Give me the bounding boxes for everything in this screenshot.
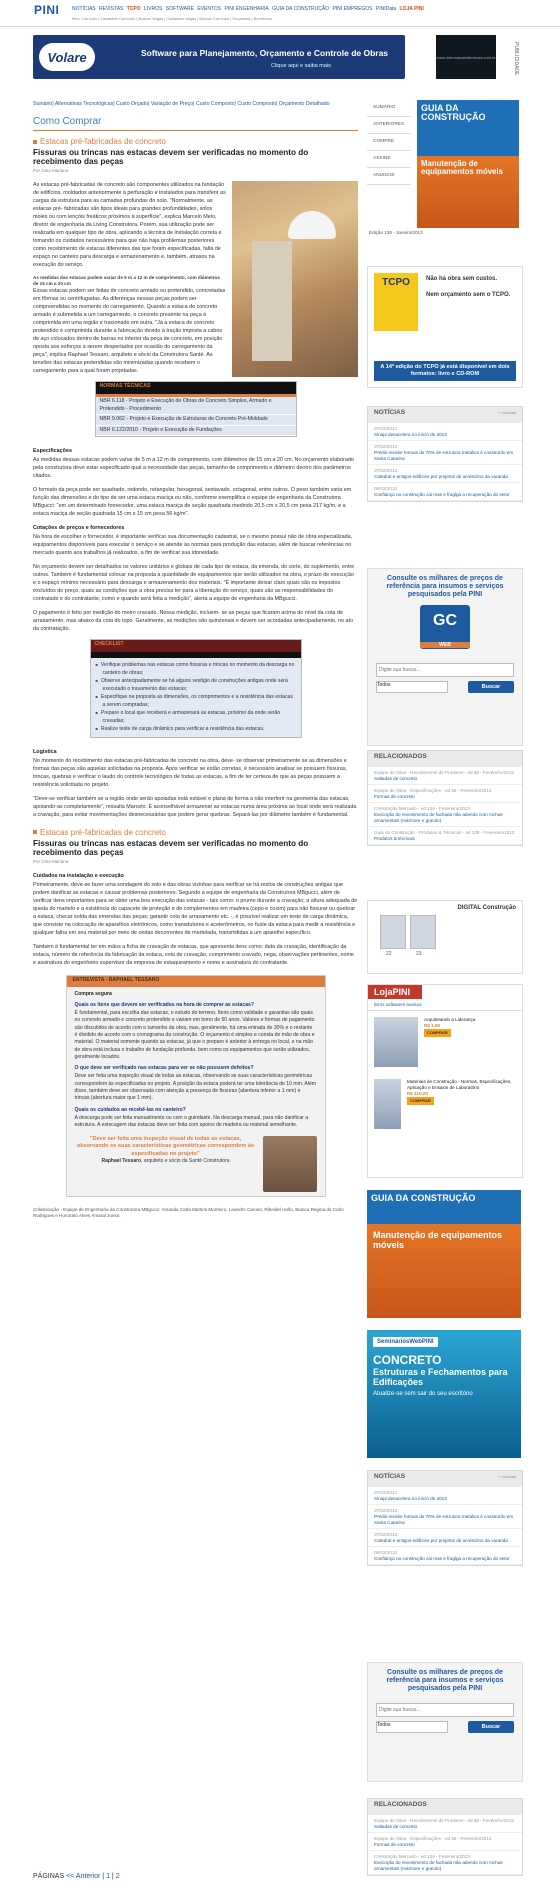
digital-thumb[interactable] xyxy=(410,915,436,949)
checklist-item: ■ Observe antecipadamente se há alguns vestígio de construções antigas onde será executado o travamento das estacas; xyxy=(103,677,297,693)
pull-quote-author: Raphael Tessaro xyxy=(101,1158,142,1165)
mag-nav-compre[interactable]: COMPRE xyxy=(367,134,411,151)
magazine-nav xyxy=(367,100,411,185)
nav-software[interactable]: SOFTWARE xyxy=(165,6,194,12)
subheading: Cotações de preços e fornecedores xyxy=(33,525,125,531)
checklist-item: ■ Especifique na proposta as dimensões, os comprimentos e a resistência das estacas a serem compradas; xyxy=(103,693,297,709)
bullet-icon xyxy=(33,140,37,144)
checklist-item: ■ Prepare o local que receberá e armazenará as estacas, próximo da onde serão cravadas; xyxy=(103,709,297,725)
pull-quote-text: "Deve ser feita uma inspeção visual de todas as estacas, observando se suas características geométricas correspondem às especificadas no projeto" xyxy=(76,1135,255,1157)
paragraph: As medidas dessas estacas podem variar de 5 m a 12 m de comprimento, com diâmetros de 15 cm a 20 cm. No orçamento elaborado pela construtora deve estar especificado qual a necessidade das peças, tamanho de comprimento e diâmetro dentro dos parâmetros citados. xyxy=(33,457,354,479)
subheading: Especificações xyxy=(33,448,72,454)
product-item: Materiais de Construção - Normas, Especificações, Aplicação e Ensaios de Laboratório R$ 110,00 COMPRAR xyxy=(368,1073,522,1135)
pile-image xyxy=(252,241,292,361)
related-item[interactable]: Guia da Construção - Produtos & Técnicas - ed 139 - Fevereiro/2013 Produtos & técnicas xyxy=(368,827,522,845)
gc-web-search-widget xyxy=(367,568,523,746)
seminarios-web-ad[interactable]: SemináriosWebPINI CONCRETO Estruturas e Fechamentos para Edificações Atualize-se sem sair do seu escritório xyxy=(367,1330,521,1458)
news-item[interactable]: 07/02/2013 Catedral e antigos edifícios por projetos de acréscimo da varanda xyxy=(368,1529,522,1547)
related-title: RELACIONADOS xyxy=(368,751,522,767)
interview-title: ENTREVISTA - RAPHAEL TESSARO xyxy=(67,976,325,987)
gc-category-select[interactable]: Todos xyxy=(376,1721,448,1733)
news-item[interactable]: 07/02/2013 Sinapi desacelera no início de 2013 xyxy=(368,423,522,441)
paragraph: "Deve-se verificar também se a região onde serão apoiadas está estável e plana de forma a não interferir na geometria das estacas, apoiando-as completamente", ressalta Marcelo. É aconselhável armazenar as estacas numa área próxima ao local onde será realizada a cravação, para evitar movimentações desnecessárias que podem gerar quebras. Separá-las por diâmetro também é fundamental. xyxy=(33,795,357,818)
nav-pini-empregos[interactable]: PINI EMPREGOS xyxy=(332,6,373,12)
related-item[interactable]: Equipe de Obra - Recebimento de Produtos - ed 59 - Fevereiro/2013 Saltadas de concreto xyxy=(368,767,522,785)
norm-item: NBR 6.122/2010 - Projeto e Execução de Fundações xyxy=(96,426,296,437)
paragraph: Essas estacas podem ser feitas de concreto armado ou protendido, concretadas em fôrmas ou centrifugadas. As diferenças nessas peças podem ser compreendidas no momento do carregamento. Quando a estaca de concreto armado é submetida a um carregamento, o concreto presente na peça é comprimida em uma região e tracionado em outra. "Já a estaca de concreto protendido é comprimida durante a fabricação devido à tração imposta a cabos de aço colocados dentro de barras no interior da peça de concreto, em posição oposta aos esforços a serem despertados por ocasião do carregamento da peça", explica Raphael Tessaro, arquiteto e sócio da Construtora Santé. As tensões das estacas protendidas são minimizadas quando recebem o carregamento para a qual foram projetadas. xyxy=(33,288,226,374)
news-item[interactable]: 07/02/2013 Prédio recebe formas de 70% de estrutura metálica é construído em Santa Catarina xyxy=(368,441,522,465)
top-navigation xyxy=(0,0,560,27)
loja-tabs[interactable]: livros softwares avulsos xyxy=(368,999,522,1011)
interview-answer: A descarga pode ser feita manualmente ou com o guindaste. Na descarga manual, para não danificar a estrutura. A estocagem das estacas deve ser feita com apoios de madeira ou material semelhante. xyxy=(74,1114,309,1129)
breadcrumb[interactable]: Sumário| Alternativas Tecnológicas| Custo Orçado| Variação de Preço| Custo Composto| Custo Composto| Orçamento Detalhado xyxy=(33,101,330,107)
mag-nav-anuncie[interactable]: ANUNCIE xyxy=(367,168,411,185)
interview-box xyxy=(66,975,326,1197)
paragraph: Também é fundamental ter em mãos a ficha de cravação de estacas, que apresenta itens como: data da cravação, identificação da estaca, número de referência da fabricação da estaca, cota de cravação, comprimento cravado, nega, observações pertinentes, nome e assinatura do engenheiro supervisor da empresa de estaqueamento e nome e assinatura do contratante. xyxy=(33,943,354,966)
interview-question: Quais os cuidados ao recebê-las no canteiro? xyxy=(74,1106,186,1113)
gc-search-input[interactable] xyxy=(376,1703,514,1717)
mag-nav-anteriores[interactable]: ANTERIORES xyxy=(367,117,411,134)
news-item[interactable]: 07/02/2013 Sinapi desacelera no início de 2013 xyxy=(368,1487,522,1505)
gc-category-select[interactable]: Todos xyxy=(376,681,448,693)
gc-title: Consulte os milhares de preços de referência para insumos e serviços pesquisados pela PINI xyxy=(386,575,504,598)
volare-logo: Volare xyxy=(39,43,95,71)
interview-answer: É fundamental, para escolha das estacas, o estudo do terreno. Itens como validade e garantias são quais no concreto armado e concreto protendido e variam em torno de 50 anos. Valores e formas de pagamento são discutidos de acordo com o tamanho da obra, mas, geralmente, há uma entrada de 30% e o restante é dividido de acordo com o cronograma da construção. O orçamento é simples e consta de mão de obra e material. O material somente quando as estacas, já que o preparo é anterior à entrega no local, e na mão de obra está inclusa o trabalho de fundação profunda, bem como os equipamentos que serão utilizados, geralmente locados. xyxy=(74,1010,315,1060)
nav-loja-pini[interactable]: LOJA PINI xyxy=(399,6,424,12)
checklist-item: ■ Verifique problemas nas estacas como fissuras e trincas no momento da descarga no canteiro de obras; xyxy=(103,661,297,677)
article-category: Estacas pré-fabricadas de concreto xyxy=(33,138,358,146)
article-byline: Por Gina Mariana xyxy=(33,168,69,173)
related-item[interactable]: Equipe de Obra - Recebimento de Produtos - ed 59 - Fevereiro/2013 Saltadas de concreto xyxy=(368,1815,522,1833)
checklist-box xyxy=(90,639,302,738)
gc-search-input[interactable] xyxy=(376,663,514,677)
section-title: Como Comprar xyxy=(33,116,102,127)
interview-question: Quais os itens que devem ser verificados na hora de comprar as estacas? xyxy=(74,1001,254,1008)
article-photo xyxy=(232,181,358,377)
magazine-cover[interactable]: GUIA DA CONSTRUÇÃO Manutenção de equipamentos móveis xyxy=(417,100,519,228)
page-1-link[interactable]: 1 xyxy=(106,1873,110,1880)
interview-answer: Deve ser feita uma inspeção visual de todas as estacas, observando se suas características geométricas correspondem às especificadas no projeto. A posição da estaca poderá ter uma tolerância de 10 mm. Além disso, também deve ser observada com atenção a presença de fissuras (abertura inferior a 1 mm) e trincas (abertura maior que 1 mm). xyxy=(74,1073,317,1102)
magazine-edition: Edição 138 - Janeiro/2013 xyxy=(369,230,423,235)
article-body xyxy=(33,138,358,1219)
nav-livros[interactable]: LIVROS xyxy=(144,6,163,12)
sub-nav[interactable]: Meu Currículo | Cadastrar Currículo | Buscar Vagas | Cadastrar Vagas | Buscar Currículo | Empresas | Benefícios xyxy=(72,16,273,21)
pagination: PÁGINAS << Anterior | 1 | 2 xyxy=(33,1873,120,1880)
gc-web-logo: WEB GC xyxy=(420,605,470,649)
paragraph: O formato da peça pode ser quadrado, redondo, retangular, hexagonal, sextavado, octagonal, entre outros. O peso também varia em função das dimensões e do tipo de ser uma estaca maciça ou não, conforme exemplifica o equipe de engenharia da Construtora MBgucci: "em um determinado fornecedor, uma estaca maciça de seção quadrada medindo 20,5 cm x 20,5 cm pesa 217 kg/m, e a estaca maciça de seção quadrada 15 cm x 15 cm pesa 56 kg/m". xyxy=(33,487,352,517)
photo-caption: As medidas das estacas podem variar de 5 m a 12 m de comprimento, com diâmetros de 15 cm a 20 cm xyxy=(33,275,220,286)
loja-pini-logo[interactable]: LojaPINI xyxy=(368,985,422,999)
nav-tcpo[interactable]: TCPO xyxy=(126,6,141,12)
page-2-link[interactable]: 2 xyxy=(115,1873,120,1880)
checklist-item: ■ Realize teste de carga dinâmico para verificar a resistência das estacas. xyxy=(103,725,297,734)
volare-banner-ad[interactable] xyxy=(33,35,405,79)
title-divider xyxy=(33,130,358,131)
nav-revistas[interactable]: REVISTAS xyxy=(99,6,124,12)
norms-box xyxy=(95,381,297,437)
prev-page-link[interactable]: << Anterior xyxy=(66,1873,101,1880)
banner-cta[interactable]: Clique aqui e saiba mais xyxy=(271,63,331,69)
news-widget xyxy=(367,406,523,502)
news-item[interactable]: 06/02/2013 Confiança na construção cai mas e fraglga a recuperação do setor xyxy=(368,483,522,501)
bullet-icon xyxy=(33,830,37,834)
credits: Colaboração - Equipe de Engenharia da Construtora MBgucci: Amanda Carla Martins Monteiro, Leandro Caruso, Ribeidel Hollo, Bianca Regina de Carlo Rodrigues e Honorato Alves Amaral Junior. xyxy=(33,1206,344,1218)
side-ad[interactable]: www.informacoestecnicas.com.br xyxy=(436,35,496,79)
author-photo xyxy=(263,1136,317,1192)
nav-eventos[interactable]: EVENTOS xyxy=(197,6,222,12)
interview-subtitle: Compra segura xyxy=(74,990,112,997)
news-title: NOTÍCIAS xyxy=(374,409,406,416)
subheading: Cuidados na instalação e execução xyxy=(33,872,124,879)
news-item[interactable]: 06/02/2013 Confiança na construção cai mas e fraglga a recuperação do setor xyxy=(368,1547,522,1565)
interview-question: O que deve ser verificado nas estacas para ver se não possuem defeitos? xyxy=(74,1065,254,1072)
related-widget-2: RELACIONADOS Equipe de Obra - Recebimento de Produtos - ed 59 - Fevereiro/2013 Saltadas de concreto Equipe de Obra - Especificações - ed 59 - Fevereiro/2013 Formas de concreto Construção Mercado - ed 139 - Fevereiro/2013 Execução do revestimento de fachada não aderido com rochas ornamentais (mármore e granito) xyxy=(367,1798,523,1876)
checklist-title: CHECKLIST xyxy=(91,640,301,652)
tcpo-ad[interactable]: TCPO Não há obra sem custos. Nem orçamento sem o TCPO. A 14ª edição do TCPO já está disponível em dois formatos: livro e CD-ROM xyxy=(367,266,523,388)
more-news-link[interactable]: + notícias xyxy=(498,1474,516,1479)
norm-item: NBR 9.062 - Projeto e Execução de Estruturas de Concreto Pré-Moldado xyxy=(96,415,296,426)
paragraph: No momento do recebimento das estacas pré-fabricadas de concreto na obra, deve- se observar primeiramente se as dimensões e formas das peças são aquelas solicitadas na proposta. Após verificar se estão corretas, é necessário analisar se possuem fissuras, trincas, quebras e verificar o laudo do controle tecnológico de todas as estacas, a fim de ter certeza de que as peças possuem a resistência solicitada no projeto. xyxy=(33,757,348,788)
product-item: Arquitetando a Liderança R$ 1,90 COMPRAR xyxy=(368,1011,522,1073)
pini-logo[interactable]: PINI xyxy=(34,3,60,17)
advertising-label: PUBLICIDADE xyxy=(513,42,519,76)
related-item[interactable]: Equipe de Obra - Especificações - ed 59 - Fevereiro/2013 Formas de concreto xyxy=(368,785,522,803)
nav-pinidata[interactable]: PINIData xyxy=(375,6,397,12)
banner-title: Software para Planejamento, Orçamento e Controle de Obras xyxy=(141,48,389,58)
nav-guia-construcao[interactable]: GUIA DA CONSTRUÇÃO xyxy=(272,6,330,12)
mag-nav-sumario[interactable]: SUMÁRIO xyxy=(367,100,411,117)
loja-pini-widget xyxy=(367,984,523,1178)
buy-button[interactable]: COMPRAR xyxy=(407,1097,434,1105)
digital-thumb[interactable] xyxy=(380,915,406,949)
product-image[interactable] xyxy=(374,1017,418,1067)
main-nav xyxy=(72,6,426,12)
tcpo-book: TCPO xyxy=(374,273,418,331)
worker-helmet-image xyxy=(288,211,336,239)
article-headline: Fissuras ou trincas nas estacas devem ser verificadas no momento do recebimento das peças xyxy=(33,148,309,166)
pull-quote xyxy=(75,1136,317,1192)
paragraph: As estacas pré-fabricadas de concreto são componentes utilizados na fundação de edifícios, moldados anteriormente à perfuração e instalados para transferir as cargas da estrutura para as camadas profundas do solo. "Normalmente, as estacas pré- fabricadas são tipos ideais para grandes profundidades, solos moles ou com lençóis freáticos próximos à superfície", explica Marcelo Melo, diretor de engenharia da Living Construtora. Porém, sua utilização pode ser realizada em qualquer tipo de obra, aplicando a técnica de instalação correta e tomando os cuidados necessários para que não haja problemas posteriores como recebimento de estacas diferentes das que foram especificadas, falta de espaço no canteiro para descarga e armazenamento e, também, atrasos na execução do serviço. xyxy=(33,182,226,268)
norms-title: NORMAS TÉCNICAS xyxy=(96,382,296,394)
nav-noticias[interactable]: NOTÍCIAS xyxy=(72,6,96,12)
article-headline: Fissuras ou trincas nas estacas devem ser verificadas no momento do recebimento das peças xyxy=(33,838,309,857)
buy-button[interactable]: COMPRAR xyxy=(424,1029,451,1037)
magazine-ad[interactable]: GUIA DA CONSTRUÇÃO Manutenção de equipamentos móveis xyxy=(367,1190,521,1318)
more-news-link[interactable]: + notícias xyxy=(498,410,516,415)
news-item[interactable]: 07/02/2013 Prédio recebe formas de 70% de estrutura metálica é construído em Santa Catarina xyxy=(368,1505,522,1529)
gc-search-button[interactable]: Buscar xyxy=(468,1721,514,1733)
subheading: Logística xyxy=(33,748,57,755)
paragraph: No orçamento devem ser detalhados os valores unitários e globais de cada tipo de estaca, da emenda, do corte, do suplemento, entre outros. Também é fundamental colocar na proposta a quantidade de equipamentos que serão utilizados na obra, o prazo de execução e o espaço mínimo necessário para descarga e armazenamento dos materiais. "É importante deixar claro quais são os impostos excluídos do preço, quais as condições que a obra precisa ter para a liberação do serviço, quais são as responsabilidades do contratado e do contratante, como e quando será feita a medição", alerta a equipe de engenharia da MBgucci. xyxy=(33,564,355,602)
related-item[interactable]: Construção Mercado - ed 139 - Fevereiro/2013 Execução do revestimento de fachada não aderido com rochas ornamentais (mármore e granito) xyxy=(368,803,522,827)
article-category: Estacas pré-fabricadas de concreto xyxy=(33,829,358,837)
mag-nav-assine[interactable]: ASSINE xyxy=(367,151,411,168)
magazine-widget xyxy=(367,100,521,250)
norm-item: NBR 6.118 - Projeto e Execução de Obras de Concreto Simples, Armado e Protendido - Procedimento xyxy=(96,397,296,415)
news-item[interactable]: 07/02/2013 Catedral e antigos edifícios por projetos de acréscimo da varanda xyxy=(368,465,522,483)
digital-construcao-widget: DIGITAL Construção 22 23 xyxy=(367,900,523,974)
article-byline: Por Gina Mariana xyxy=(33,858,69,864)
gc-search-button[interactable]: Buscar xyxy=(468,681,514,693)
digital-title: DIGITAL Construção xyxy=(457,905,516,911)
paragraph: O pagamento é feito por medição do metro cravado. Nessa medição, incluem- se as peças que ficaram acima do nível da cota de arrasamento, mas abaixo da cota do topo. Geralmente, as medições são quinzenais e devem ser acordadas antecipadamente, no ato da contratação. xyxy=(33,610,354,632)
news-widget-2: NOTÍCIAS + notícias 07/02/2013 Sinapi desacelera no início de 2013 07/02/2013 Prédio recebe formas de 70% de estrutura metálica é construído em Santa Catarina 07/02/2013 Catedral e antigos edifícios por projetos de acréscimo da varanda 06/02/2013 Confiança na construção cai mas e fraglga a recuperação do setor xyxy=(367,1470,523,1566)
product-image[interactable] xyxy=(374,1079,401,1129)
related-widget xyxy=(367,750,523,846)
gc-web-search-widget-2: Consulte os milhares de preços de referência para insumos e serviços pesquisados pela PINI Digite sua busca... Todos Buscar xyxy=(367,1662,523,1782)
paragraph: Na hora de escolher o fornecedor, é importante verificar sua documentação cadastral, se o mesmo possui não de obra especializada, equipamentos disponíveis para executar o serviço e se atende às normas para produção das estacas, além de buscar referências no mercado quanto aos trabalhos já realizados, a fim de verificar sua idoneidade. xyxy=(33,534,353,556)
paragraph: Primeiramente, deve-se fazer uma sondagem do solo e das obras vizinhas para verificar se há restos de construções antigas que podem danificar as estacas e causar problemas posteriores. Segundo a equipe de engenharia da Construtora MBgucci, além de verificar itens importantes para se obter uma boa execução das estacas - tais como: o prumo durante a cravação; a altura adequada de queda do martelo e a existência do capacete de proteção e de complementos em madeira (cepo e coxim) para não fissurar ou quebrar a estaca; checar solda das emendas das peças; garantir cota de arrasamento etc. -, é possível realizar um teste de carga dinâmica, que consiste na colocação de aparelhos eletrônicos, como transdutores e acelerômetros, no fuste da estaca para medir a resistência e qualquer falha em seu material por meio de ondas decorrentes de martelada, transmitidas a um aparelho específico. xyxy=(33,881,358,936)
related-item[interactable]: Equipe de Obra - Especificações - ed 59 - Fevereiro/2013 Formas de concreto xyxy=(368,1833,522,1851)
pull-quote-role: , arquiteto e sócio da Santé Construtora xyxy=(141,1158,230,1165)
related-item[interactable]: Construção Mercado - ed 139 - Fevereiro/2013 Execução do revestimento de fachada não aderido com rochas ornamentais (mármore e granito) xyxy=(368,1851,522,1875)
nav-pini-engenharia[interactable]: PINI ENGENHARIA xyxy=(224,6,269,12)
